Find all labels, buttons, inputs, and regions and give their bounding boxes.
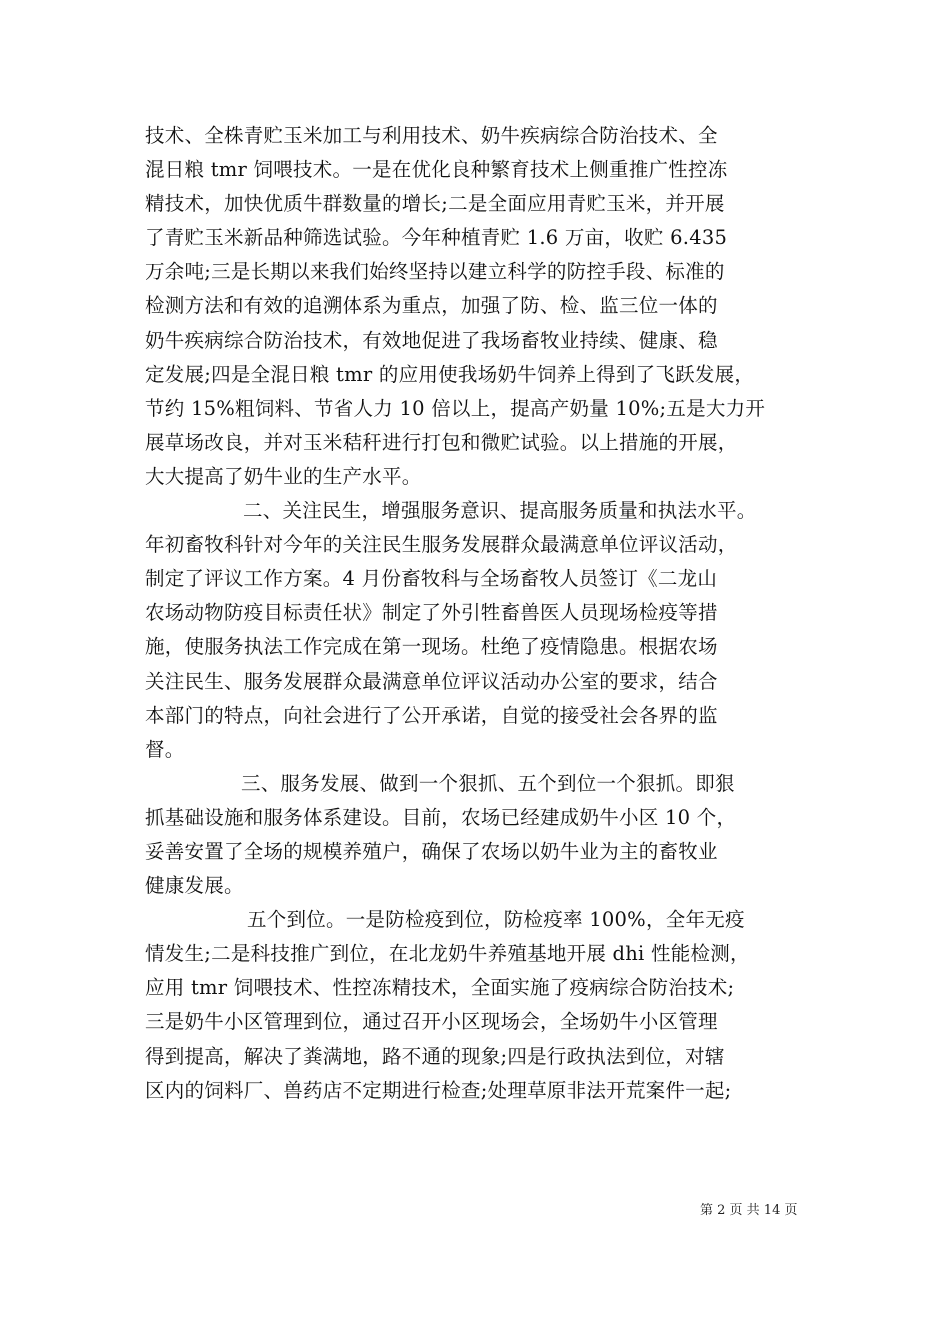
text-line: 得到提高，解决了粪满地，路不通的现象;四是行政执法到位，对辖 (145, 1044, 725, 1068)
text-line: 健康发展。 (145, 874, 244, 898)
page-number-footer: 第 2 页 共 14 页 (700, 1203, 798, 1218)
text-line: 定发展;四是全混日粮 tmr 的应用使我场奶牛饲养上得到了飞跃发展， (145, 362, 755, 386)
text-line: 混日粮 tmr 饲喂技术。一是在优化良种繁育技术上侧重推广性控冻 (145, 158, 728, 182)
text-line: 区内的饲料厂、兽药店不定期进行检查;处理草原非法开荒案件一起; (145, 1078, 732, 1102)
text-line: 年初畜牧科针对今年的关注民生服务发展群众最满意单位评议活动， (145, 533, 738, 557)
text-line: 精技术，加快优质牛群数量的增长;二是全面应用青贮玉米，并开展 (145, 192, 725, 216)
text-line: 本部门的特点，向社会进行了公开承诺，自觉的接受社会各界的监 (145, 703, 718, 727)
text-line: 技术、全株青贮玉米加工与利用技术、奶牛疾病综合防治技术、全 (145, 124, 718, 147)
paragraph-2 (145, 494, 825, 767)
paragraph-4 (145, 903, 825, 1108)
text-line: 大大提高了奶牛业的生产水平。 (145, 464, 422, 488)
text-line: 展草场改良，并对玉米秸秆进行打包和微贮试验。以上措施的开展， (145, 430, 738, 454)
text-line: 情发生;二是科技推广到位，在北龙奶牛养殖基地开展 dhi 性能检测， (145, 942, 750, 966)
text-line: 应用 tmr 饲喂技术、性控冻精技术，全面实施了疫病综合防治技术; (145, 976, 735, 1000)
text-line: 万余吨;三是长期以来我们始终坚持以建立科学的防控手段、标准的 (145, 260, 725, 284)
paragraph-3 (145, 767, 825, 903)
text-line: 督。 (145, 737, 185, 761)
text-line: 节约 15%粗饲料、节省人力 10 倍以上，提高产奶量 10%;五是大力开 (145, 396, 766, 420)
text-line: 关注民生、服务发展群众最满意单位评议活动办公室的要求，结合 (145, 669, 718, 693)
text-line: 奶牛疾病综合防治技术，有效地促进了我场畜牧业持续、健康、稳 (145, 328, 718, 352)
text-line: 抓基础设施和服务体系建设。目前，农场已经建成奶牛小区 10 个， (145, 805, 737, 829)
section-heading-line: 二、关注民生，增强服务意识、提高服务质量和执法水平。 (243, 499, 757, 523)
text-line: 制定了评议工作方案。4 月份畜牧科与全场畜牧人员签订《二龙山 (145, 567, 718, 591)
text-line: 妥善安置了全场的规模养殖户，确保了农场以奶牛业为主的畜牧业 (145, 839, 718, 863)
text-line: 了青贮玉米新品种筛选试验。今年种植青贮 1.6 万亩，收贮 6.435 (145, 226, 728, 250)
section-heading-line: 五个到位。一是防检疫到位，防检疫率 100%，全年无疫 (247, 908, 745, 932)
text-line: 农场动物防疫目标责任状》制定了外引牲畜兽医人员现场检疫等措 (145, 601, 718, 625)
text-line: 施，使服务执法工作完成在第一现场。杜绝了疫情隐患。根据农场 (145, 635, 718, 659)
text-line: 三是奶牛小区管理到位，通过召开小区现场会，全场奶牛小区管理 (145, 1010, 718, 1034)
text-line: 检测方法和有效的追溯体系为重点，加强了防、检、监三位一体的 (145, 294, 718, 318)
body-text (145, 119, 825, 1108)
section-heading-line: 三、服务发展、做到一个狠抓、五个到位一个狠抓。即狠 (241, 771, 735, 795)
paragraph-1 (145, 119, 825, 494)
